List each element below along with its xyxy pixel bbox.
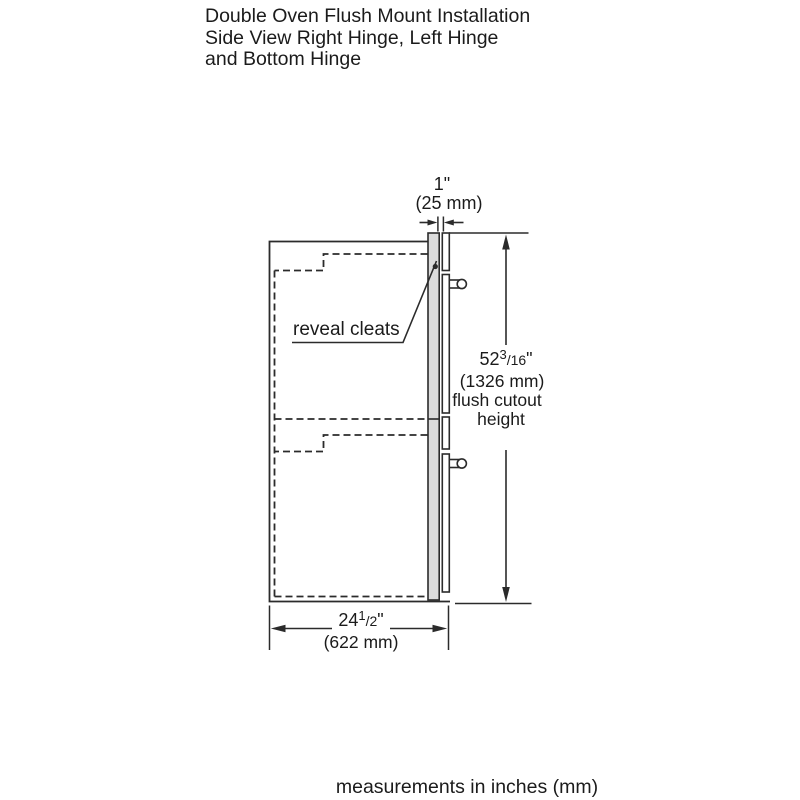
height-frac-numerator: 3: [499, 347, 507, 362]
upper-control-panel: [442, 233, 449, 271]
arrowhead-up-icon: [502, 235, 510, 250]
title-line-3: and Bottom Hinge: [205, 48, 362, 70]
cutout-height-mm: (1326 mm): [459, 371, 545, 391]
width-unit: ": [377, 610, 384, 630]
upper-oven-door: [442, 275, 449, 414]
lower-door-handle-icon: [449, 459, 466, 468]
arrowhead-right-icon: [428, 220, 438, 226]
arrowhead-right-icon: [433, 625, 448, 632]
measurements-note: measurements in inches (mm): [335, 776, 599, 798]
height-frac-denominator: /16: [506, 352, 527, 368]
cutout-height-inches: [479, 349, 532, 370]
height-unit: ": [526, 349, 533, 369]
oven-fronts: [442, 233, 449, 592]
reveal-dim-inches: 1": [433, 174, 451, 194]
width-whole: 24: [338, 610, 359, 630]
lower-cutout-dashed-outline: [275, 435, 428, 597]
leader-dot: [433, 264, 438, 269]
title-line-2: Side View Right Hinge, Left Hinge: [205, 26, 499, 49]
width-frac-numerator: 1: [358, 608, 366, 623]
title-line-1: Double Oven Flush Mount Installation: [205, 5, 531, 27]
height-whole: 52: [479, 349, 500, 369]
cutout-height-label-1: flush cutout: [452, 390, 542, 410]
reveal-dim-mm: (25 mm): [415, 193, 483, 213]
arrowhead-down-icon: [502, 587, 510, 602]
reveal-cleats-label: reveal cleats: [293, 319, 400, 340]
lower-oven-door: [442, 454, 449, 592]
width-frac-denominator: /2: [365, 613, 378, 629]
cutout-height-label-2: height: [477, 409, 525, 429]
cutout-width-inches: [338, 610, 383, 631]
arrowhead-left-icon: [444, 220, 454, 226]
page-title: [205, 6, 530, 71]
arrowhead-left-icon: [271, 625, 286, 632]
upper-cutout-dashed-outline: [275, 254, 428, 597]
lower-control-panel: [442, 417, 449, 449]
upper-door-handle-icon: [449, 279, 466, 288]
reveal-dimension: [420, 217, 464, 232]
reveal-cleat-panel: [428, 233, 439, 600]
cutout-width-mm: (622 mm): [323, 632, 399, 652]
